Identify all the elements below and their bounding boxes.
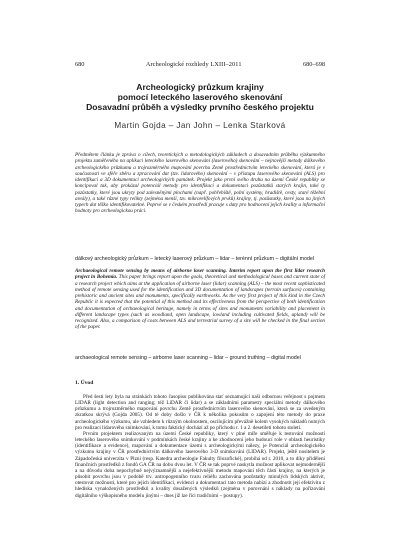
abstract-english-lead: Archaeological remote sensing by means of airborne laser scanning. Interim report upon the first lidar research project in Bohemia.: [75, 268, 325, 281]
journal-name: Archeologické rozhledy LXIII–2011: [145, 61, 242, 68]
section-heading: 1. Úvod: [75, 380, 94, 386]
title-block: [75, 82, 325, 130]
keywords-english: [75, 355, 325, 361]
page-number: 680: [75, 61, 85, 68]
title-line-3: Dosavadní průběh a výsledky prvního českého projektu: [86, 102, 314, 112]
abstract-english-text: This paper brings report upon the goals, theoretical and methodological bases and current state of a research project which aims at the application of airborne laser (lidar) scanning (ALS) – the most recent sophisticated method of remote sensing used for the identification and 3D documentation of landscapes (terrain surfaces) containing prehistoric and ancient sites and monuments, specifically earthworks. As the very first project of this kind in the Czech Republic it is expected that the potential of this method and its effectiveness from the perspective of both identification and documentation of archaeological heritage, namely in terms of sites and monuments variability and placement in different landscape types (such as woodland, open landscape, lowland including cultivated fields, upland) will be recognized. Also, a comparison of costs between ALS and terrestrial survey of a site will be checked in the final section of the paper.: [75, 274, 325, 331]
abstract-czech: Předmětem článku je zpráva o cílech, teoretických a metodologických základech a dosavadním průběhu výzkumného projektu zaměřeného na aplikaci leteckého laserového skenování (laserového) skenování – nejnovější metody dálkového archeologického průzkumu a trojrozměrného mapování povrchu Země prostřednictvím leteckého skenování, která je v současnosti ve sféře sběru a zpracování dat (tzv. lidarového) skenování – v přístupu laserového skenování (ALS) pro identifikaci a 3D dokumentaci archeologických památek. Projekt jako první svého druhu na území České republiky se koncipoval tak, aby prokázal potenciál metody pro identifikaci a dokumentaci pozůstatků starých krajin, také ty pozůstatky, které jsou ukryty pod zalesněnými plochami (např. pohřebiště, polní systémy, hradiště, cesty, staré těžební areály), a také různé typy relikty (zejména menší, tzv. mikrorelifových prvků) krajiny, tj. pozůstatky, které jsou na jiných typech dat těžko identifikovatelné. Poprvé se v českém prostředí pracuje s daty pro hodnocení jejich kvality a informační hodnoty pro archeologickou práci.: [75, 152, 325, 215]
paragraph-2: Prvním projektem realizovaným na území České republiky, který v plné míře směřuje k testování možností leteckého laserového snímkování v podmínkách české krajiny a ke zhodnocení jeho budoucí role v oblasti heuristiky (identifikace a evidence), mapování a dokumentace území s archeologickými nálezy, je Potenciál archeologického výzkumu krajiny v ČR prostřednictvím dálkového laserového 3-D snímkování (LIDAR). Projekt, ještě nositelem je Západočeská univerzita v Plzni (resp. Katedra archeologie Fakulty filozofické), probíhá od r. 2010, a to díky přidělení finančních prostředků z fondů GA ČR na dobu dvou let. V ČR se tak poprvé naskytla možnost aplikovat nejmodernější a na důvodu doba nepochybně nejvýznamnější a nejefektivnější metodu mapování těch částí krajiny, na kterých je působit povrchu jsou v podobě trv. antropogenního tvaru reliéfu zachována pozůstatky minulých lidských aktivit, otestovat možnosti, které pro jejich identifikaci, evidenci a dokumentaci tato metoda nabízí a zhodnotit její efektivitu z hlediska vynaložených prostředků a kvality dosažených výsledků (zejména v porovnání s náklady na pořizování digitálního výškopisného modelu jinými – dnes již lze říci tradičními – postupy).: [75, 430, 325, 499]
title-line-2: pomocí leteckého laserového skenování: [117, 92, 283, 102]
paragraph-1: Před šesti lety byla na stránkách tohoto časopisu publikována stať seznamující naši odbornou veřejnost s pojmem LIDAR (light detection and ranging; též LiDAR či lidar) a se základními parametry speciální metody dálkového průzkumu a trojrozměrného mapování povrchu Země prostřednictvím laserového skenování, která se za uvedeným zkratkou skrývá (Gojda 2005). Od té doby došlo v ČR k několika pokusům o zapojení této metody do praxe archeologického výzkumu, ale vzhledem k různým okolnostem, oscilujícím převážně kolem vysokých nákladů nutných pro realizaci lidarového snímkování, k tomu faktický dochází až po příchodu r. 1 a 2. desetiletí tohoto století.: [75, 394, 325, 431]
page-range: 680–698: [302, 61, 325, 68]
title-line-1: Archeologický průzkum krajiny: [136, 82, 264, 92]
abstract-english: [75, 268, 325, 331]
authors: Martin Gojda – Jan John – Lenka Starková: [114, 121, 286, 130]
running-head: [75, 61, 325, 68]
keywords-czech-text: dálkový archeologický průzkum – letecký laserový průzkum – lidar – terénní průzkum – digitální model: [75, 256, 315, 262]
keywords-english-text: archaeological remote sensing – airborne laser scanning – lidar – ground truthing – digital model: [75, 355, 301, 361]
section-body: [75, 394, 325, 499]
keywords-czech: [75, 256, 325, 262]
